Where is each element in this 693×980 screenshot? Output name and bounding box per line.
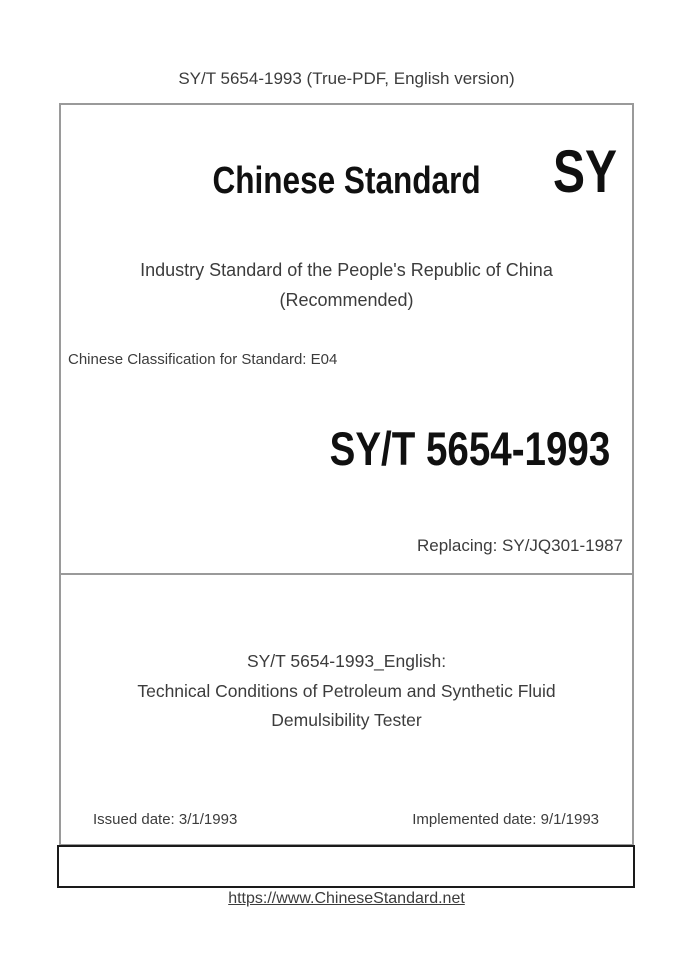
issued-date: Issued date: 3/1/1993	[93, 811, 238, 828]
authority-line: Industry Standard of the People's Republic of China	[140, 260, 553, 280]
standard-logo: SY	[552, 138, 617, 205]
cover-box	[59, 103, 634, 846]
authority-block	[61, 255, 632, 315]
replacing-line: Replacing: SY/JQ301-1987	[416, 536, 623, 555]
standard-title-line2: Technical Conditions of Petroleum and Synthetic Fluid	[137, 680, 556, 701]
page-header: SY/T 5654-1993 (True-PDF, English version)	[178, 69, 515, 88]
footer	[0, 889, 693, 909]
empty-note-box	[57, 845, 635, 888]
standard-title-line3: Demulsibility Tester	[271, 710, 422, 730]
standard-logo-wrap	[537, 138, 617, 205]
standard-title-block	[61, 647, 632, 736]
standard-title-line1: SY/T 5654-1993_English:	[246, 651, 447, 671]
standard-number: SY/T 5654-1993	[329, 422, 610, 475]
recommended-line: (Recommended)	[279, 290, 414, 310]
brand-title: Chinese Standard	[212, 160, 481, 202]
standard-number-wrap	[268, 422, 610, 475]
implemented-date: Implemented date: 9/1/1993	[412, 811, 599, 828]
footer-link[interactable]: https://www.ChineseStandard.net	[228, 890, 465, 907]
section-divider	[61, 573, 632, 575]
classification-line: Chinese Classification for Standard: E04	[68, 351, 338, 368]
